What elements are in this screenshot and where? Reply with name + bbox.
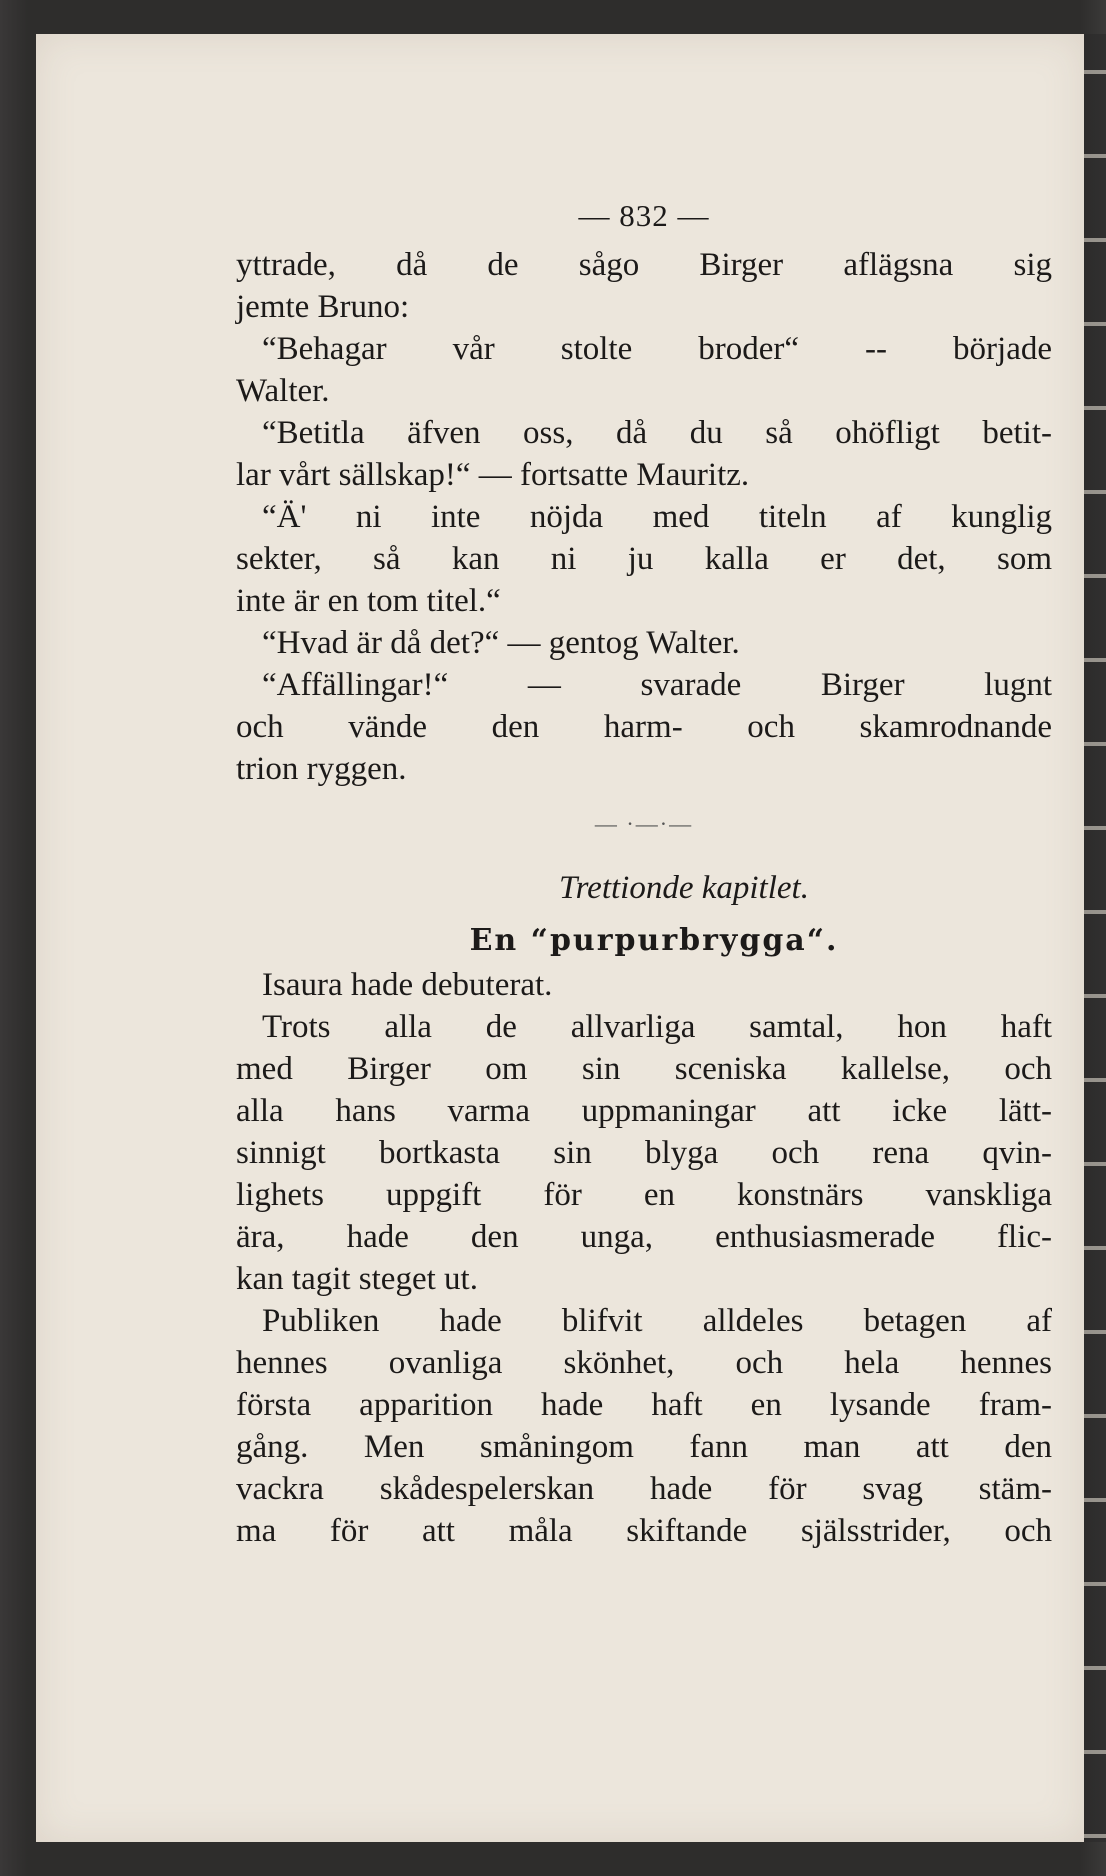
text-line: Isaura hade debuterat. [262, 967, 553, 1003]
text-line: vackra skådespelerskan hade för svag stäm- [236, 1471, 1052, 1507]
text-line: sekter, så kan ni ju kalla er det, som [236, 541, 1052, 577]
text-line: kan tagit steget ut. [236, 1261, 478, 1297]
text-line: jemte Bruno: [236, 289, 410, 325]
text-line: trion ryggen. [236, 751, 407, 787]
text-line: lar vårt sällskap!“ — fortsatte Mauritz. [236, 457, 750, 493]
text-line: Trots alla de allvarliga samtal, hon haft [262, 1009, 1052, 1045]
text-line: Walter. [236, 373, 330, 409]
text-line: första apparition hade haft en lysande fram- [236, 1387, 1052, 1423]
text-line: och vände den harm- och skamrodnande [236, 709, 1052, 745]
text-line: lighets uppgift för en konstnärs vanskliga [236, 1177, 1052, 1213]
text-line: hennes ovanliga skönhet, och hela hennes [236, 1345, 1052, 1381]
section-separator: — ·—·— [594, 811, 694, 836]
page-text [236, 198, 1052, 1552]
text-line: inte är en tom titel.“ [236, 583, 501, 619]
text-line: ära, hade den unga, enthusiasmerade flic- [236, 1219, 1052, 1255]
text-line: “Betitla äfven oss, då du så ohöfligt betit- [262, 415, 1052, 451]
text-line: sinnigt bortkasta sin blyga och rena qvin- [236, 1135, 1052, 1171]
chapter-heading: Trettionde kapitlet. [559, 870, 809, 906]
page-edge [1084, 34, 1106, 1842]
text-line: “Behagar vår stolte broder“ -- började [262, 331, 1052, 367]
text-line: “Ä' ni inte nöjda med titeln af kunglig [262, 499, 1052, 535]
text-line: “Affällingar!“ — svarade Birger lugnt [262, 667, 1052, 703]
text-line: ma för att måla skiftande själsstrider, och [236, 1513, 1052, 1549]
text-line: Publiken hade blifvit alldeles betagen af [262, 1303, 1052, 1339]
text-line: med Birger om sin sceniska kallelse, och [236, 1051, 1052, 1087]
text-line: “Hvad är då det?“ — gentog Walter. [262, 625, 740, 661]
text-line: alla hans varma uppmaningar att icke lätt- [236, 1093, 1052, 1129]
chapter-title: En “purpurbrygga“. [469, 923, 839, 958]
text-line: gång. Men småningom fann man att den [236, 1429, 1052, 1465]
text-line: yttrade, då de sågo Birger aflägsna sig [236, 247, 1052, 283]
page-number: — 832 — [578, 198, 710, 233]
